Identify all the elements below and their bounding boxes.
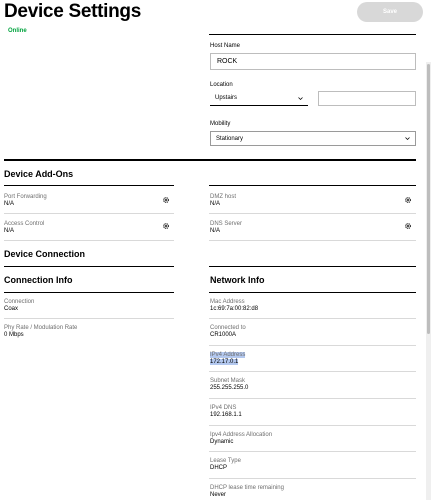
scrollbar-thumb[interactable] [427,64,430,334]
lease-time-label: DHCP lease time remaining [210,485,284,491]
connected-to-value: CR1000A [210,332,237,338]
save-button[interactable]: Save [357,2,423,22]
phy-rate-label: Phy Rate / Modulation Rate [4,325,78,331]
lease-type-value: DHCP [210,465,228,471]
mobility-label: Mobility [210,121,231,127]
divider [209,185,416,186]
divider [4,318,174,319]
gear-icon[interactable] [404,196,412,204]
ipv4-dns-value: 192.168.1.1 [210,412,242,418]
gear-icon[interactable] [404,222,412,230]
connection-value: Coax [4,306,19,312]
divider [209,371,416,372]
divider [4,292,174,293]
addons-title: Device Add-Ons [4,169,74,179]
page-title: Device Settings [4,1,141,22]
divider [209,478,416,479]
subnet-mask-label: Subnet Mask [210,378,246,384]
connection-label: Connection [4,299,35,305]
network-info-title: Network Info [210,275,265,285]
dns-server-value: N/A [210,228,221,234]
connection-info-title: Connection Info [4,275,73,285]
location-select[interactable] [210,91,308,106]
mac-address-value: 1c:69:7a:00:82:d8 [210,306,259,312]
address-allocation-value: Dynamic [210,439,234,445]
lease-time-value: Never [210,492,227,498]
port-forwarding-label: Port Forwarding [4,194,47,200]
divider [209,398,416,399]
location-value: Upstairs [215,95,238,101]
lease-type-label: Lease Type [210,458,241,464]
divider [209,213,416,214]
divider [209,451,416,452]
divider [209,292,416,293]
divider [209,34,416,35]
host-name-input[interactable] [210,53,416,70]
divider [4,213,174,214]
dns-server-label: DNS Server [210,221,243,227]
host-name-value: ROCK [217,58,238,65]
subnet-mask-value: 255.255.255.0 [210,385,249,391]
divider [4,266,174,267]
port-forwarding-value: N/A [4,201,15,207]
host-name-label: Host Name [210,43,241,49]
location-label: Location [210,82,233,88]
status-badge: Online [8,28,27,34]
dmz-host-value: N/A [210,201,221,207]
chevron-down-icon [405,136,410,141]
ipv4-address-value: 172.17.0.1 [210,359,239,365]
address-allocation-label: Ipv4 Address Allocation [210,432,273,438]
access-control-label: Access Control [4,221,45,227]
divider [209,240,416,241]
divider [209,318,416,319]
mac-address-label: Mac Address [210,299,245,305]
chevron-down-icon [298,96,303,101]
device-connection-title: Device Connection [4,249,86,259]
location-other-input[interactable] [318,91,416,106]
mobility-value: Stationary [216,135,244,142]
access-control-value: N/A [4,228,15,234]
dmz-host-label: DMZ host [210,194,237,200]
connected-to-label: Connected to [210,325,246,331]
divider [209,266,416,267]
divider [209,345,416,346]
section-divider [4,159,416,161]
mobility-select[interactable] [210,131,416,146]
divider [4,185,174,186]
divider [4,240,174,241]
divider [209,425,416,426]
gear-icon[interactable] [162,196,170,204]
ipv4-dns-label: IPv4 DNS [210,405,237,411]
gear-icon[interactable] [162,222,170,230]
ipv4-address-label: IPv4 Address [210,352,246,358]
phy-rate-value: 0 Mbps [4,332,24,338]
